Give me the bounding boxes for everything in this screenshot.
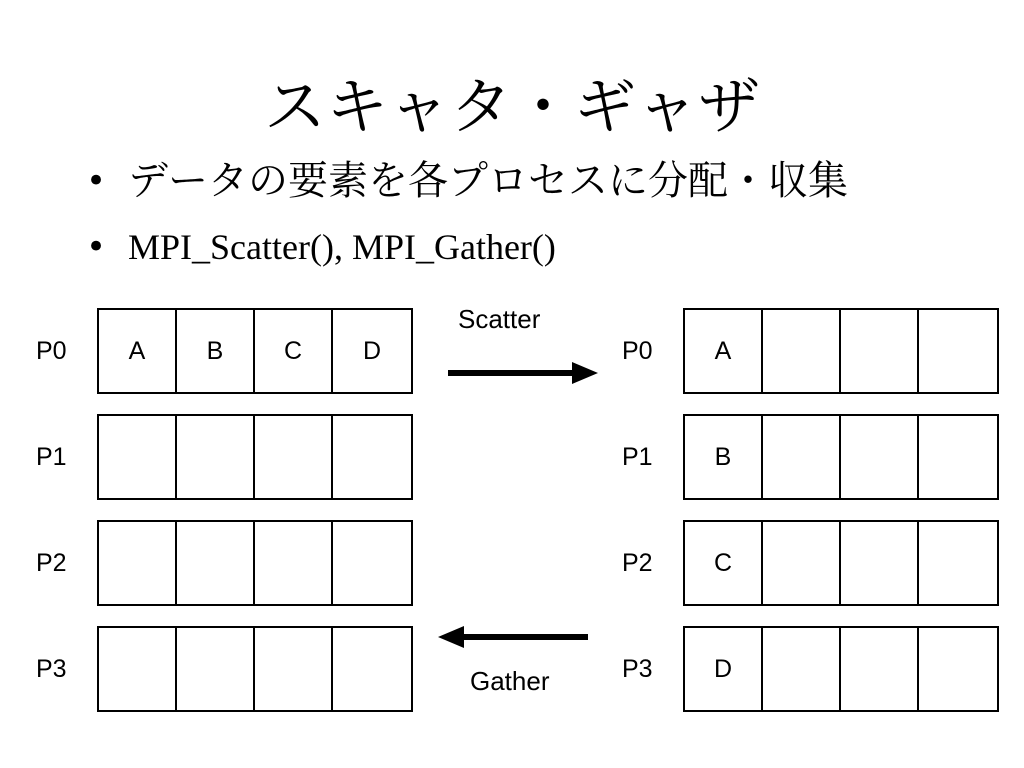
buffer-cell — [763, 416, 841, 498]
buffer-cell — [763, 522, 841, 604]
buffer-cell — [99, 416, 177, 498]
bullet-text: データの要素を各プロセスに分配・収集 — [128, 158, 848, 204]
process-label: P3 — [36, 654, 67, 683]
process-label: P3 — [622, 654, 653, 683]
process-row-p1 — [608, 414, 999, 500]
buffer-cell — [763, 310, 841, 392]
buffer-cell — [841, 416, 919, 498]
buffer-cell — [255, 628, 333, 710]
process-label: P0 — [622, 336, 653, 365]
buffer-cell — [177, 522, 255, 604]
buffer — [683, 520, 999, 606]
buffer-cell: D — [362, 336, 382, 365]
buffer-cell: B — [177, 310, 255, 392]
buffer-cell — [177, 416, 255, 498]
bullet-text: MPI_Scatter(), MPI_Gather() — [128, 227, 556, 267]
bullet-marker: • — [86, 161, 107, 201]
process-row-p3 — [22, 626, 413, 712]
process-label: P1 — [622, 442, 653, 471]
process-row-p2 — [22, 520, 413, 606]
buffer-cell — [99, 628, 177, 710]
process-label: P0 — [36, 336, 67, 365]
process-label: P1 — [36, 442, 67, 471]
buffer-cell — [919, 416, 997, 498]
buffer — [97, 520, 413, 606]
buffer-cell — [333, 628, 411, 710]
buffer — [683, 626, 999, 712]
buffer — [97, 414, 413, 500]
buffer-cell — [841, 522, 919, 604]
process-row-p2 — [608, 520, 999, 606]
process-row-p3 — [608, 626, 999, 712]
buffer-cell — [841, 628, 919, 710]
gather-arrow-icon — [436, 624, 590, 650]
process-row-p0 — [22, 308, 413, 394]
buffer-cell: D — [685, 628, 763, 710]
buffer-cell — [919, 522, 997, 604]
scatter-label: Scatter — [458, 304, 541, 334]
buffer-cell — [333, 522, 411, 604]
right-process-group — [608, 308, 999, 732]
buffer-cell — [255, 522, 333, 604]
buffer-cell: B — [685, 416, 763, 498]
bullet-item — [86, 216, 848, 278]
buffer — [97, 308, 413, 394]
buffer-cell — [841, 310, 919, 392]
buffer-cell: A — [99, 310, 177, 392]
buffer — [683, 414, 999, 500]
bullet-item — [86, 150, 848, 212]
buffer-cell — [919, 628, 997, 710]
buffer-cell — [919, 310, 997, 392]
buffer-cell — [763, 628, 841, 710]
process-label: P2 — [36, 548, 67, 577]
gather-label: Gather — [470, 666, 550, 696]
bullet-marker: • — [86, 227, 107, 267]
buffer-cell: C — [255, 310, 333, 392]
buffer-cell — [255, 416, 333, 498]
buffer — [683, 308, 999, 394]
process-row-p0 — [608, 308, 999, 394]
left-process-group — [22, 308, 413, 732]
buffer-cell — [333, 416, 411, 498]
process-row-p1 — [22, 414, 413, 500]
process-label: P2 — [622, 548, 653, 577]
buffer-cell: A — [685, 310, 763, 392]
bullet-list — [86, 150, 848, 278]
buffer-cell — [99, 522, 177, 604]
buffer-cell: C — [685, 522, 763, 604]
slide-title: スキャタ・ギャザ — [263, 70, 760, 143]
buffer-cell — [177, 628, 255, 710]
scatter-arrow-icon — [446, 360, 600, 386]
buffer — [97, 626, 413, 712]
